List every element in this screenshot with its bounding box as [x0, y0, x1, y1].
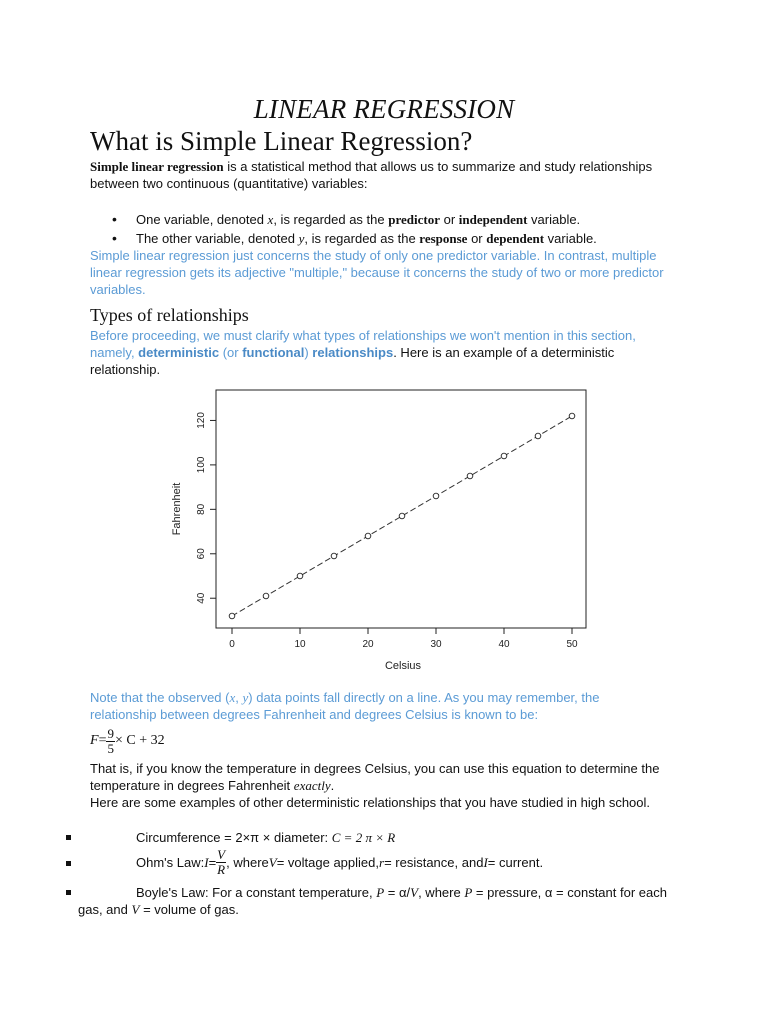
example-text: gas, and: [78, 902, 132, 917]
x-tick-label: 50: [566, 639, 578, 650]
data-point: [399, 513, 405, 519]
term-dependent: dependent: [486, 231, 545, 246]
x-axis-label: Celsius: [384, 660, 422, 672]
var-V: V: [410, 885, 419, 900]
fraction-denominator: R: [217, 861, 226, 877]
note-line: variables.: [90, 282, 146, 297]
bullet-text: , is regarded as the: [273, 212, 389, 227]
example-text: = resistance, and: [384, 854, 484, 870]
var-V: V: [268, 854, 277, 870]
intro-paragraph: [90, 158, 690, 192]
types-text: . Here is an example of a deterministic: [393, 345, 615, 360]
bullet-dot: •: [112, 211, 117, 227]
y-tick-label: 120: [196, 412, 207, 429]
celsius-fahrenheit-chart: [166, 388, 596, 678]
square-bullet: [66, 890, 71, 895]
term-response: response: [419, 231, 468, 246]
types-text: namely,: [90, 345, 139, 360]
example-text: , where: [226, 854, 269, 870]
var-V: V: [131, 902, 140, 917]
x-tick-label: 0: [229, 639, 235, 650]
fraction-v-over-r: [216, 848, 226, 877]
square-bullet: [66, 835, 71, 840]
term-deterministic: deterministic: [138, 345, 220, 360]
formula-lhs: F: [90, 733, 99, 748]
term-functional: functional: [242, 345, 305, 360]
types-text: ): [304, 345, 313, 360]
example-text: = pressure, α = constant for each: [472, 885, 667, 900]
example-text: Circumference = 2×π × diameter:: [136, 830, 332, 845]
var-P: P: [464, 885, 473, 900]
term-predictor: predictor: [388, 212, 440, 227]
bullet-text: or: [467, 231, 487, 246]
note-text: ,: [235, 690, 243, 705]
data-point: [331, 553, 337, 559]
examples-list: [66, 829, 706, 924]
data-point: [263, 593, 269, 599]
example-text: Ohm's Law:: [136, 854, 205, 870]
data-point: [569, 413, 575, 419]
example-text: =: [208, 854, 217, 870]
example-text: Boyle's Law: For a constant temperature,: [136, 885, 377, 900]
intro-text-line2: between two continuous (quantitative) variables:: [90, 176, 368, 191]
term-relationships: relationships: [312, 345, 394, 360]
conversion-formula: [90, 724, 165, 758]
square-bullet: [66, 861, 71, 866]
y-axis: [196, 412, 216, 604]
types-line2: [90, 344, 710, 361]
x-tick-label: 10: [294, 639, 306, 650]
bullet-text: , is regarded as the: [304, 231, 420, 246]
circumference-formula: C = 2 π × R: [331, 830, 396, 845]
observation-note: [90, 689, 710, 723]
variable-x: x: [267, 212, 274, 227]
note-line: Simple linear regression just concerns the study of only one predictor variable. In contrast, multiple: [90, 248, 657, 263]
fraction-denominator: 5: [107, 740, 114, 756]
example-text: , where: [418, 885, 465, 900]
bullet-text: variable.: [527, 212, 581, 227]
variable-y: y: [298, 231, 305, 246]
intro-bold-term: Simple linear regression: [90, 159, 224, 174]
data-point: [433, 493, 439, 499]
x-tick-label: 40: [498, 639, 510, 650]
data-point: [467, 473, 473, 479]
variable-x: x: [229, 690, 236, 705]
after-line: Here are some examples of other deterministic relationships that you have studied in high school.: [90, 795, 651, 810]
fraction-nine-fifths: [106, 727, 115, 756]
bullet-list: [112, 211, 712, 249]
intro-text: is a statistical method that allows us to summarize and study relationships: [223, 159, 653, 174]
types-paragraph: [90, 327, 710, 378]
types-line1: Before proceeding, we must clarify what types of relationships we won't mention in this section,: [90, 328, 636, 343]
x-tick-label: 20: [362, 639, 374, 650]
y-tick-label: 40: [196, 592, 207, 604]
bullet-text: variable.: [544, 231, 597, 246]
example-boyles-law: [66, 884, 706, 924]
fraction-numerator: V: [217, 846, 226, 862]
var-P: P: [376, 885, 385, 900]
var-I: I: [483, 854, 488, 870]
bullet-dot: •: [112, 230, 117, 246]
after-line: That is, if you know the temperature in degrees Celsius, you can use this equation to determine the: [90, 761, 660, 776]
y-tick-label: 80: [196, 503, 207, 515]
section-heading: What is Simple Linear Regression?: [90, 126, 473, 156]
data-point: [501, 453, 507, 459]
after-text: temperature in degrees Fahrenheit: [90, 778, 294, 793]
variable-y: y: [242, 690, 249, 705]
y-tick-label: 60: [196, 548, 207, 560]
example-text: = volume of gas.: [139, 902, 239, 917]
types-heading: Types of relationships: [90, 305, 249, 325]
example-ohms-law: [66, 846, 706, 884]
example-text: = current.: [487, 854, 544, 870]
note-text: ) data points fall directly on a line. As you may remember, the: [248, 690, 600, 705]
bullet-text: The other variable, denoted: [136, 231, 299, 246]
after-italic: exactly: [293, 778, 331, 793]
note-text: Note that the observed (: [90, 690, 230, 705]
var-r: r: [379, 854, 385, 870]
bullet-text: One variable, denoted: [136, 212, 268, 227]
y-axis-label: Fahrenheit: [171, 482, 183, 536]
after-text: .: [330, 778, 335, 793]
types-text: (or: [219, 345, 243, 360]
simple-regression-note: [90, 247, 690, 298]
data-point: [535, 433, 541, 439]
x-tick-label: 30: [430, 639, 442, 650]
formula-rest: × C + 32: [114, 733, 165, 748]
data-point: [229, 613, 235, 619]
fraction-numerator: 9: [107, 725, 114, 741]
note-line: relationship between degrees Fahrenheit and degrees Celsius is known to be:: [90, 707, 539, 722]
var-I: I: [204, 854, 209, 870]
data-point: [297, 573, 303, 579]
term-independent: independent: [458, 212, 528, 227]
example-text: = voltage applied,: [276, 854, 379, 870]
x-axis: [229, 628, 578, 650]
bullet-text: or: [439, 212, 459, 227]
document-title: LINEAR REGRESSION: [253, 94, 515, 124]
note-line: linear regression gets its adjective "multiple," because it concerns the study of two or more predictor: [90, 265, 664, 280]
formula-eq: =: [98, 733, 107, 748]
y-tick-label: 100: [196, 456, 207, 474]
after-paragraph: [90, 760, 710, 811]
example-text: = α/: [384, 885, 411, 900]
types-line3: relationship.: [90, 362, 161, 377]
data-point: [365, 533, 371, 539]
bullet-item-predictor: [112, 211, 712, 230]
